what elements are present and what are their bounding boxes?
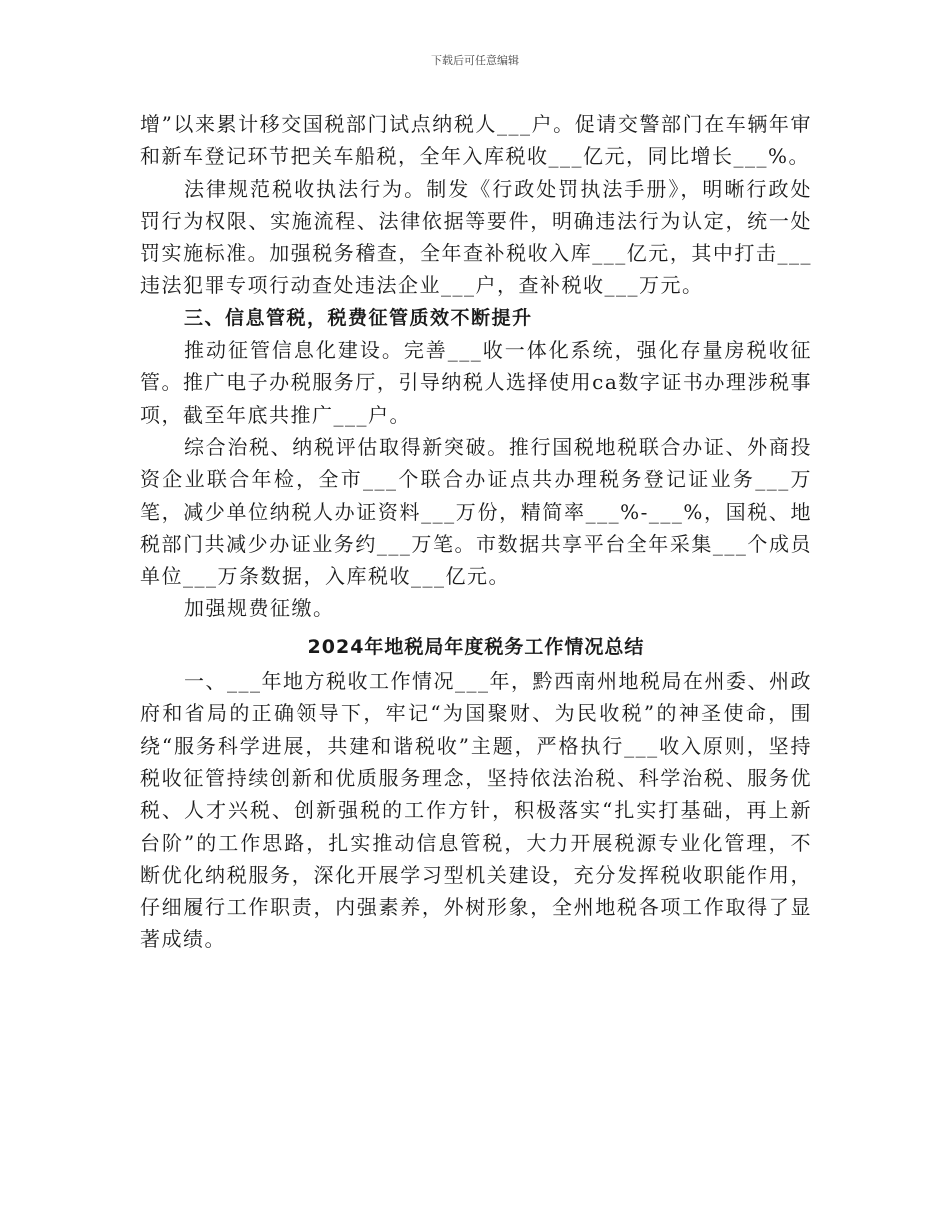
document-body [140,108,812,956]
section-heading-3: 三、信息管税，税费征管质效不断提升 [184,306,533,329]
paragraph-summary: 一、___年地方税收工作情况___年，黔西南州地税局在州委、州政府和省局的正确领导下，牢记“为国聚财、为民收税”的神圣使命，围绕“服务科学进展，共建和谐税收”主题，严格执行___收入原则，坚持税收征管持续创新和优质服务理念，坚持依法治税、科学治税、服务优税、人才兴税、创新强税的工作方针，积极落实“扎实打基础，再上新台阶”的工作思路，扎实推动信息管税，大力开展税源专业化管理，不断优化纳税服务，深化开展学习型机关建设，充分发挥税收职能作用，仔细履行工作职责，内强素养，外树形象，全州地税各项工作取得了显著成绩。 [140,669,812,952]
paragraph-comprehensive-tax: 综合治税、纳税评估取得新突破。推行国税地税联合办证、外商投资企业联合年检，全市___个联合办证点共办理税务登记证业务___万笔，减少单位纳税人办证资料___万份，精简率___%-___%，国税、地税部门共减少办证业务约___万笔。市数据共享平台全年采集___个成员单位___万条数据，入库税收___亿元。 [140,434,812,589]
document-title: 2024年地税局年度税务工作情况总结 [307,635,645,658]
page-header: 下载后可任意编辑 [431,54,519,67]
paragraph-fees: 加强规费征缴。 [184,596,335,621]
paragraph-law-enforcement: 法律规范税收执法行为。制发《行政处罚执法手册》，明晰行政处罚行为权限、实施流程、法律依据等要件，明确违法行为认定，统一处罚实施标准。加强税务稽查，全年查补税收入库___亿元，其中打击___违法犯罪专项行动查处违法企业___户，查补税收___万元。 [140,176,812,298]
paragraph-informatization: 推动征管信息化建设。完善___收一体化系统，强化存量房税收征管。推广电子办税服务厅，引导纳税人选择使用ca数字证书办理涉税事项，截至年底共推广___户。 [140,338,812,427]
paragraph-vehicle-tax: 增”以来累计移交国税部门试点纳税人___户。促请交警部门在车辆年审和新车登记环节把关车船税，全年入库税收___亿元，同比增长___%。 [140,112,812,169]
